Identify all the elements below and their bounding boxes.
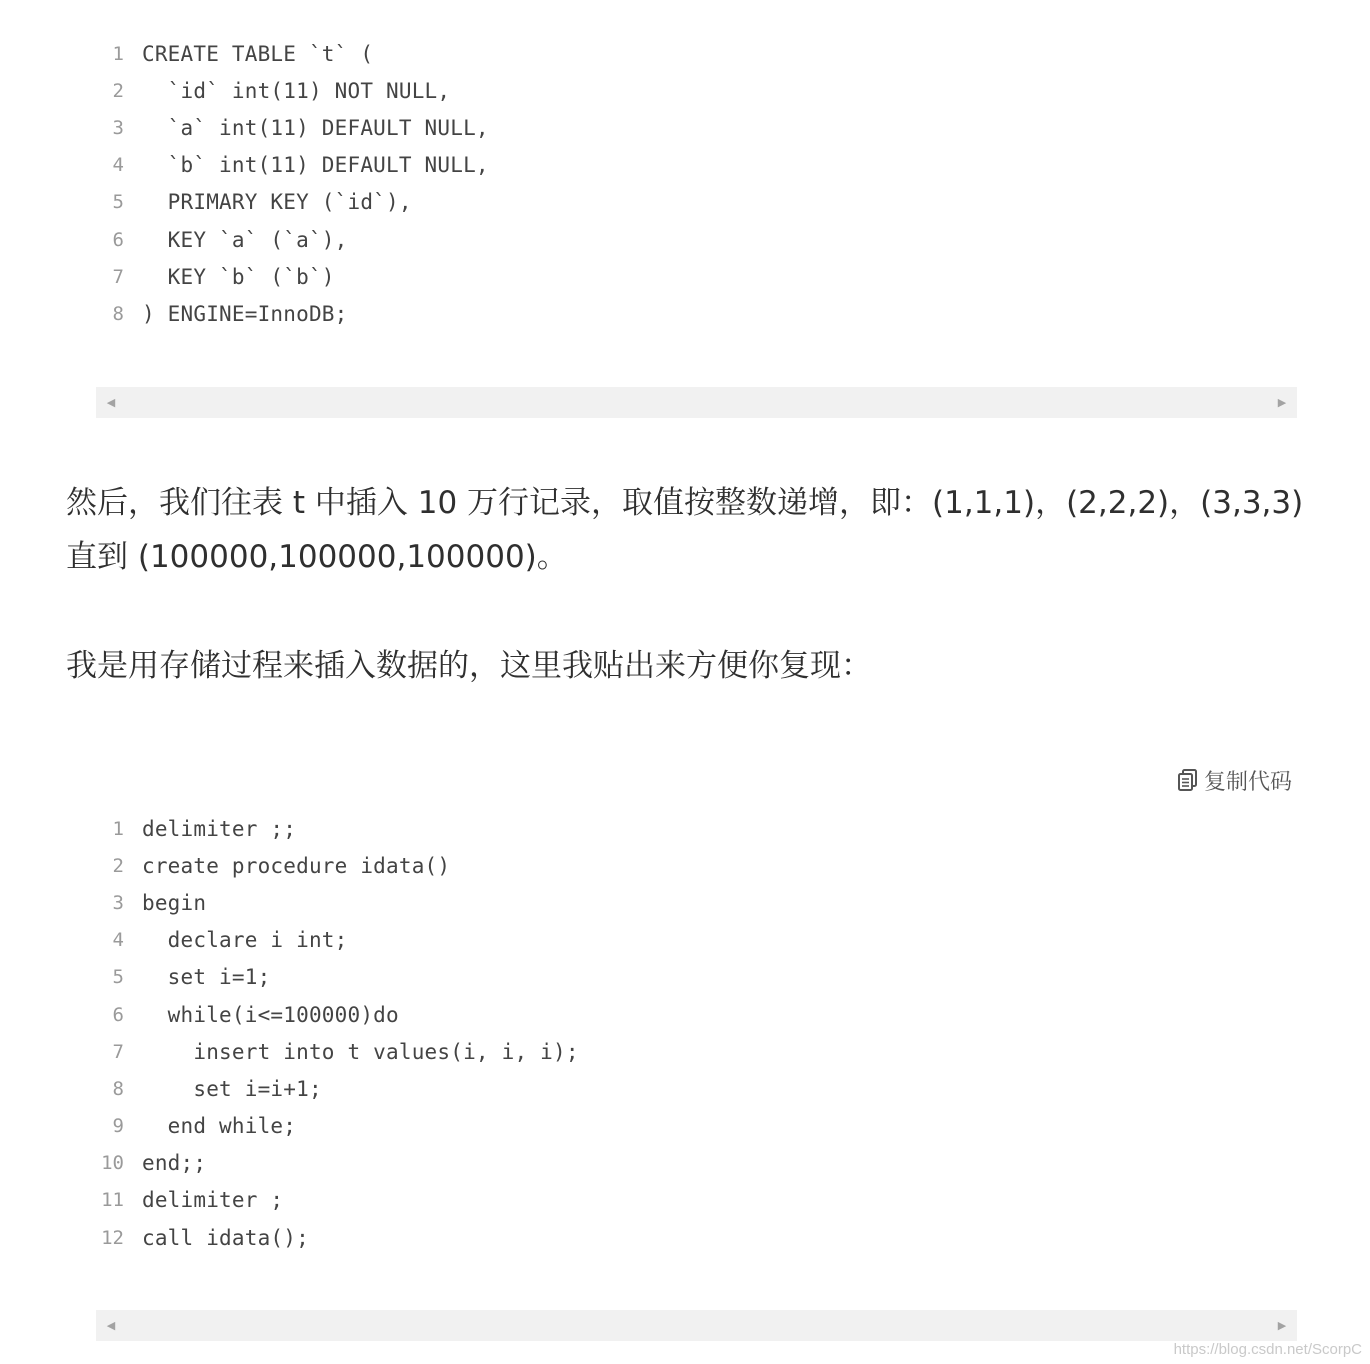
code-line <box>96 884 1297 921</box>
line-number: 9 <box>112 1115 124 1138</box>
code-line <box>96 922 1297 959</box>
scroll-right-arrow-icon[interactable]: ▶ <box>1277 1319 1287 1332</box>
code-text: CREATE TABLE `t` ( <box>142 41 374 66</box>
code-line <box>96 1070 1297 1107</box>
line-number: 8 <box>112 1077 124 1100</box>
code-block-procedure <box>96 810 1297 1256</box>
code-line <box>96 147 1297 184</box>
code-block-create-table <box>96 35 1297 333</box>
code-line <box>96 72 1297 109</box>
line-number: 4 <box>112 929 124 952</box>
code-text: begin <box>142 890 207 915</box>
line-number: 6 <box>112 228 124 251</box>
line-number: 8 <box>112 302 124 325</box>
code-text: declare i int; <box>142 928 348 953</box>
horizontal-scrollbar[interactable] <box>96 387 1297 418</box>
watermark: https://blog.csdn.net/ScorpC <box>1173 1341 1362 1358</box>
line-number: 7 <box>112 1040 124 1063</box>
code-text: KEY `a` (`a`), <box>142 227 348 252</box>
code-text: end while; <box>142 1114 297 1139</box>
copy-code-label: 复制代码 <box>1204 769 1293 795</box>
line-number: 7 <box>112 265 124 288</box>
line-number: 4 <box>112 154 124 177</box>
horizontal-scrollbar[interactable] <box>96 1310 1297 1341</box>
line-number: 5 <box>112 191 124 214</box>
line-number: 2 <box>112 854 124 877</box>
copy-code-button[interactable] <box>1178 762 1292 798</box>
code-text: while(i<=100000)do <box>142 1002 399 1027</box>
line-number: 5 <box>112 966 124 989</box>
code-text: insert into t values(i, i, i); <box>142 1039 579 1064</box>
copy-icon <box>1178 769 1198 791</box>
code-text: `b` int(11) DEFAULT NULL, <box>142 153 489 178</box>
code-line <box>96 1033 1297 1070</box>
code-line <box>96 295 1297 332</box>
scroll-left-arrow-icon[interactable]: ◀ <box>106 1319 116 1332</box>
code-text: ) ENGINE=InnoDB; <box>142 301 348 326</box>
scroll-left-arrow-icon[interactable]: ◀ <box>106 396 116 409</box>
line-number: 10 <box>101 1152 124 1175</box>
code-line <box>96 221 1297 258</box>
line-number: 11 <box>101 1189 124 1212</box>
paragraph-insert-description: 然后，我们往表 t 中插入 10 万行记录，取值按整数递增，即：(1,1,1)，(2,2,2)，(3,3,3) 直到 (100000,100000,100000)。 <box>66 485 1304 575</box>
code-line <box>96 847 1297 884</box>
code-text: delimiter ;; <box>142 816 297 841</box>
code-text: KEY `b` (`b`) <box>142 264 335 289</box>
code-text: call idata(); <box>142 1225 309 1250</box>
code-line <box>96 996 1297 1033</box>
line-number: 3 <box>112 891 124 914</box>
code-lines <box>96 810 1297 1256</box>
paragraph-procedure-intro: 我是用存储过程来插入数据的，这里我贴出来方便你复现： <box>66 648 872 684</box>
line-number: 12 <box>101 1226 124 1249</box>
code-text: `id` int(11) NOT NULL, <box>142 78 451 103</box>
code-line <box>96 109 1297 146</box>
code-line <box>96 1145 1297 1182</box>
code-line <box>96 35 1297 72</box>
code-text: create procedure idata() <box>142 853 451 878</box>
code-lines <box>96 35 1297 333</box>
code-line <box>96 810 1297 847</box>
line-number: 1 <box>112 817 124 840</box>
code-line <box>96 959 1297 996</box>
code-line <box>96 1219 1297 1256</box>
code-text: delimiter ; <box>142 1188 284 1213</box>
code-line <box>96 258 1297 295</box>
code-line <box>96 1182 1297 1219</box>
line-number: 3 <box>112 116 124 139</box>
code-text: `a` int(11) DEFAULT NULL, <box>142 115 489 140</box>
line-number: 2 <box>112 79 124 102</box>
line-number: 1 <box>112 42 124 65</box>
code-line <box>96 1108 1297 1145</box>
code-text: set i=1; <box>142 965 271 990</box>
scroll-right-arrow-icon[interactable]: ▶ <box>1277 396 1287 409</box>
code-text: PRIMARY KEY (`id`), <box>142 190 412 215</box>
line-number: 6 <box>112 1003 124 1026</box>
code-text: set i=i+1; <box>142 1076 322 1101</box>
code-text: end;; <box>142 1151 207 1176</box>
code-line <box>96 184 1297 221</box>
